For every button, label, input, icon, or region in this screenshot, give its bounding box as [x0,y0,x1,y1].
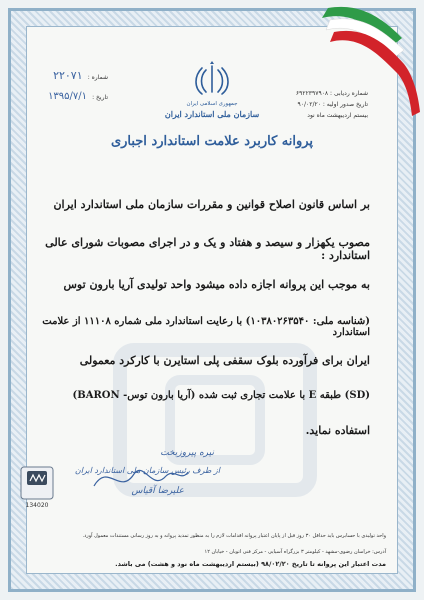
date-value: ۱۳۹۵/۷/۱ [48,91,88,102]
footer-note: واحد تولیدی با حسابرس باید حداقل ۳۰ روز قبل از پایان اعتبار پروانه اقدامات لازم را به منظور تمدید پروانه و به روز رسانی مستندات معمول آورد. [82,533,386,539]
signature-block [60,448,220,508]
certificate-title: پروانه کاربرد علامت استاندارد اجباری [110,134,314,149]
official-stamp-icon [20,466,54,500]
body-line-7: استفاده نماید. [305,424,370,437]
body-line-5: ایران برای فرآورده بلوک سقفی پلی استایرن با کارکرد معمولی [79,354,370,367]
body-line-4: (شناسه ملی: ۱۰۳۸۰۲۶۳۵۴۰) با رعایت استاندارد ملی شماره ۱۱۱۰۸ از علامت استاندارد [42,316,370,338]
date-label: تاریخ : [92,94,108,101]
signer-role: از طرف رئیس سازمان ملی استاندارد ایران [74,466,220,475]
footer-address: آدرس: خراسان رضوی-مشهد - کیلومتر ۳ بزرگراه آسیایی - مرکز فنی اتوبان - خیابان ۱۲ [204,549,386,555]
org-name: سازمان ملی استاندارد ایران [164,109,260,119]
number-value: ۲۲۰۷۱ [53,69,83,82]
body-line-2: مصوب یکهزار و سیصد و هفتاد و یک و در اجرای مصوبات شورای عالی استاندارد : [45,236,370,262]
certificate-date [34,84,108,103]
handwritten-signature-icon [90,456,190,500]
issue-date-words: بیستم اردیبهشت ماه نود [307,112,368,119]
signer-by: علیرضا آقیاس [131,486,184,496]
body-line-1: بر اساس قانون اصلاح قوانین و مقررات سازمان ملی استاندارد ایران [53,198,370,211]
signer-name: نیره پیروزبخت [160,448,214,458]
body-line-6: (SD) طبقه E با علامت تجاری ثبت شده (آریا بارون توس- BARON) [72,390,370,401]
tracking-number: شماره ردیابی : ۶۹۲۲۳۹۷۹۰۸ [295,90,368,97]
org-country: جمهوری اسلامی ایران [186,101,238,107]
certificate-number [34,64,108,83]
body-line-3: به موجب این پروانه اجازه داده میشود واحد تولیدی آریا بارون توس [63,278,370,291]
iran-emblem-icon [192,60,232,100]
issue-date: تاریخ صدور اولیه : ۹۰/۰۲/۲۰ [297,101,368,108]
tracking-info [272,88,368,121]
validity-line: مدت اعتبار این پروانه تا تاریخ ۹۸/۰۲/۲۰ (بیستم اردیبهشت ماه نود و هشت) می باشد. [115,560,386,568]
stamp-number: 134020 [25,502,49,509]
number-label: شماره : [87,74,108,81]
